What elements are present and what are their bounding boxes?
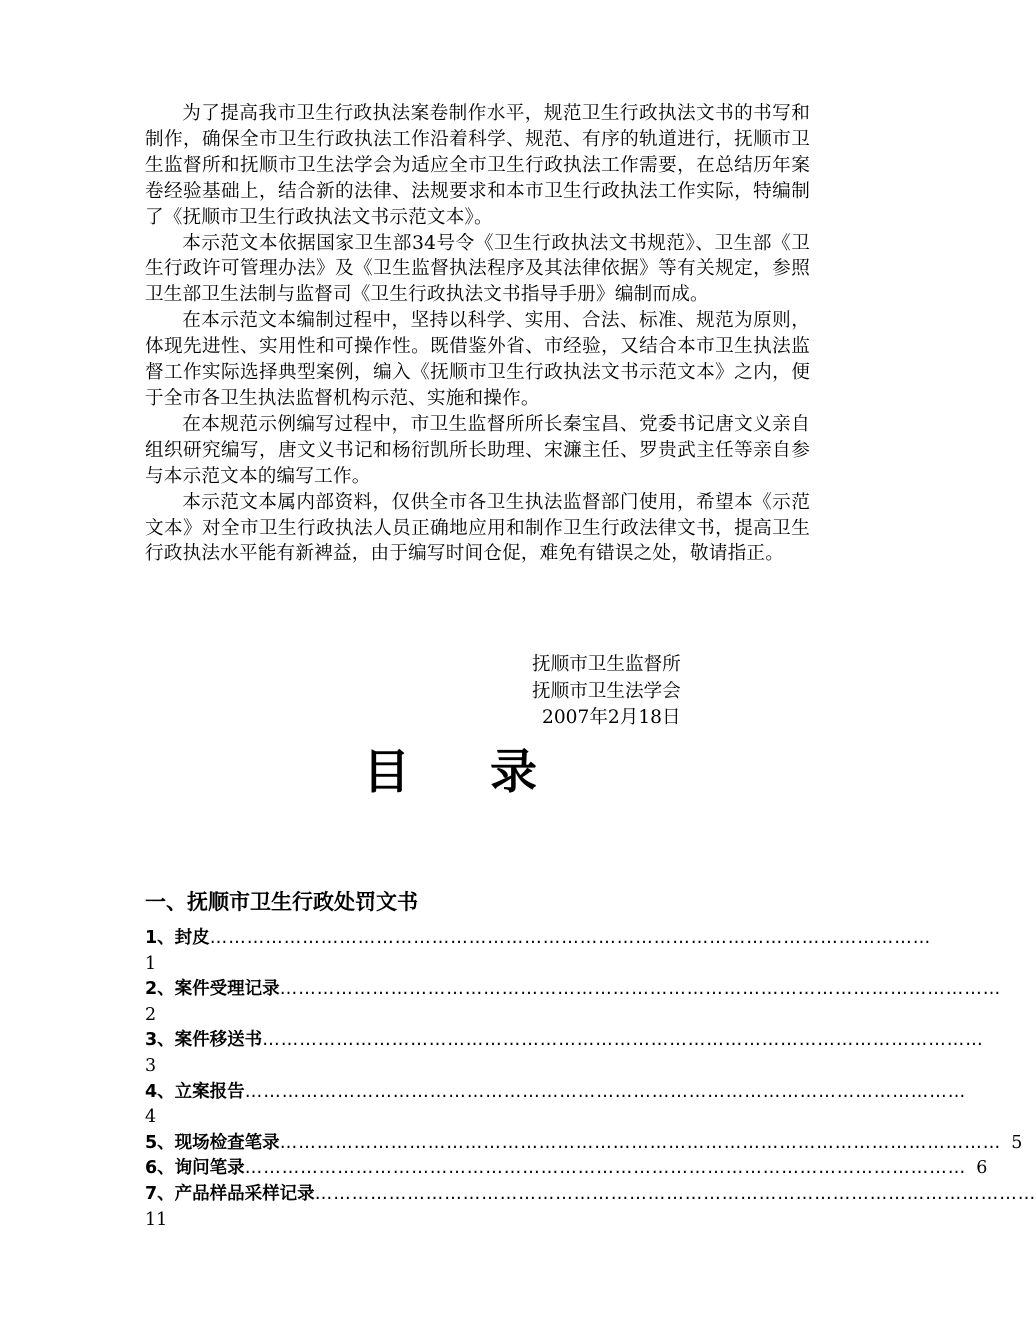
toc-entry-label: 3、案件移送书 bbox=[145, 1030, 263, 1051]
toc-entry-label: 7、产品样品采样记录 bbox=[145, 1183, 315, 1204]
toc-leader-dots: ……………………………………………………………………………………………………… bbox=[314, 1183, 1036, 1204]
toc-entry[interactable] bbox=[145, 1028, 984, 1054]
toc-entry-page: 2 bbox=[145, 1004, 157, 1025]
preface-paragraph: 本示范文本属内部资料，仅供全市各卫生执法监督部门使用，希望本《示范文本》对全市卫生行政执法人员正确地应用和制作卫生行政法律文书，提高卫生行政执法水平能有新裨益，由于编写时间仓促，难免有错误之处，敬请指正。 bbox=[145, 491, 810, 565]
toc-entry-label: 6、询问笔录 bbox=[145, 1158, 245, 1179]
toc-leader-dots: ……………………………………………………………………………………………………… bbox=[279, 1132, 1002, 1153]
toc-entry[interactable] bbox=[145, 1080, 967, 1106]
toc-leader-dots: ……………………………………………………………………………………………………… bbox=[279, 979, 1002, 1000]
toc-entry[interactable] bbox=[145, 977, 1002, 1003]
toc-title: 目录 bbox=[363, 745, 617, 800]
toc-entry-page: 3 bbox=[145, 1055, 157, 1076]
preface-paragraph: 在本示范文本编制过程中，坚持以科学、实用、合法、标准、规范为原则，体现先进性、实用性和可操作性。既借鉴外省、市经验，又结合本市卫生执法监督工作实际选择典型案例，编入《抚顺市卫生行政执法文书示范文本》之内，便于全市各卫生执法监督机构示范、实施和操作。 bbox=[145, 310, 810, 409]
toc-entry-page: 5 bbox=[1011, 1132, 1023, 1153]
toc-entry-label: 1、封皮 bbox=[145, 928, 210, 948]
toc-entry-page: 4 bbox=[145, 1107, 157, 1128]
toc-entry-label: 2、案件受理记录 bbox=[145, 979, 280, 1000]
toc-entry-page: 6 bbox=[976, 1158, 988, 1179]
toc-section-title: 一、抚顺市卫生行政处罚文书 bbox=[145, 890, 418, 914]
toc-entry-page: 1 bbox=[145, 953, 157, 974]
toc-leader-dots: ……………………………………………………………………………………………………… bbox=[244, 1158, 967, 1179]
preface-paragraph: 在本规范示例编写过程中，市卫生监督所所长秦宝昌、党委书记唐文义亲自组织研究编写，唐文义书记和杨衍凯所长助理、宋濂主任、罗贵武主任等亲自参与本示范文本的编写工作。 bbox=[145, 413, 810, 487]
toc-list bbox=[145, 926, 1036, 1233]
toc-entry[interactable] bbox=[145, 1131, 1023, 1157]
toc-leader-dots: ……………………………………………………………………………………………………… bbox=[244, 1081, 967, 1102]
toc-leader-dots: ……………………………………………………………………………………………………… bbox=[209, 928, 932, 948]
signature-org-2: 抚顺市卫生法学会 bbox=[532, 680, 681, 702]
toc-entry[interactable] bbox=[145, 1156, 988, 1182]
toc-entry[interactable] bbox=[145, 1182, 1036, 1208]
toc-entry-label: 4、立案报告 bbox=[145, 1081, 245, 1102]
preface-paragraph: 本示范文本依据国家卫生部34号令《卫生行政执法文书规范》、卫生部《卫生行政许可管理办法》及《卫生监督执法程序及其法律依据》等有关规定，参照卫生部卫生法制与监督司《卫生行政执法文书指导手册》编制而成。 bbox=[145, 232, 810, 306]
toc-entry[interactable] bbox=[145, 926, 932, 952]
signature-org-1: 抚顺市卫生监督所 bbox=[532, 654, 681, 675]
toc-leader-dots: ……………………………………………………………………………………………………… bbox=[262, 1030, 984, 1051]
signature-date: 2007年2月18日 bbox=[542, 707, 681, 728]
toc-entry-label: 5、现场检查笔录 bbox=[145, 1132, 280, 1153]
preface-paragraph: 为了提高我市卫生行政执法案卷制作水平，规范卫生行政执法文书的书写和制作，确保全市卫生行政执法工作沿着科学、规范、有序的轨道进行，抚顺市卫生监督所和抚顺市卫生法学会为适应全市卫生行政执法工作需要，在总结历年案卷经验基础上，结合新的法律、法规要求和本市卫生行政执法工作实际，特编制了《抚顺市卫生行政执法文书示范文本》。 bbox=[145, 103, 810, 228]
preface bbox=[145, 101, 810, 567]
toc-entry-page: 11 bbox=[145, 1209, 168, 1230]
signature-block bbox=[532, 652, 772, 732]
